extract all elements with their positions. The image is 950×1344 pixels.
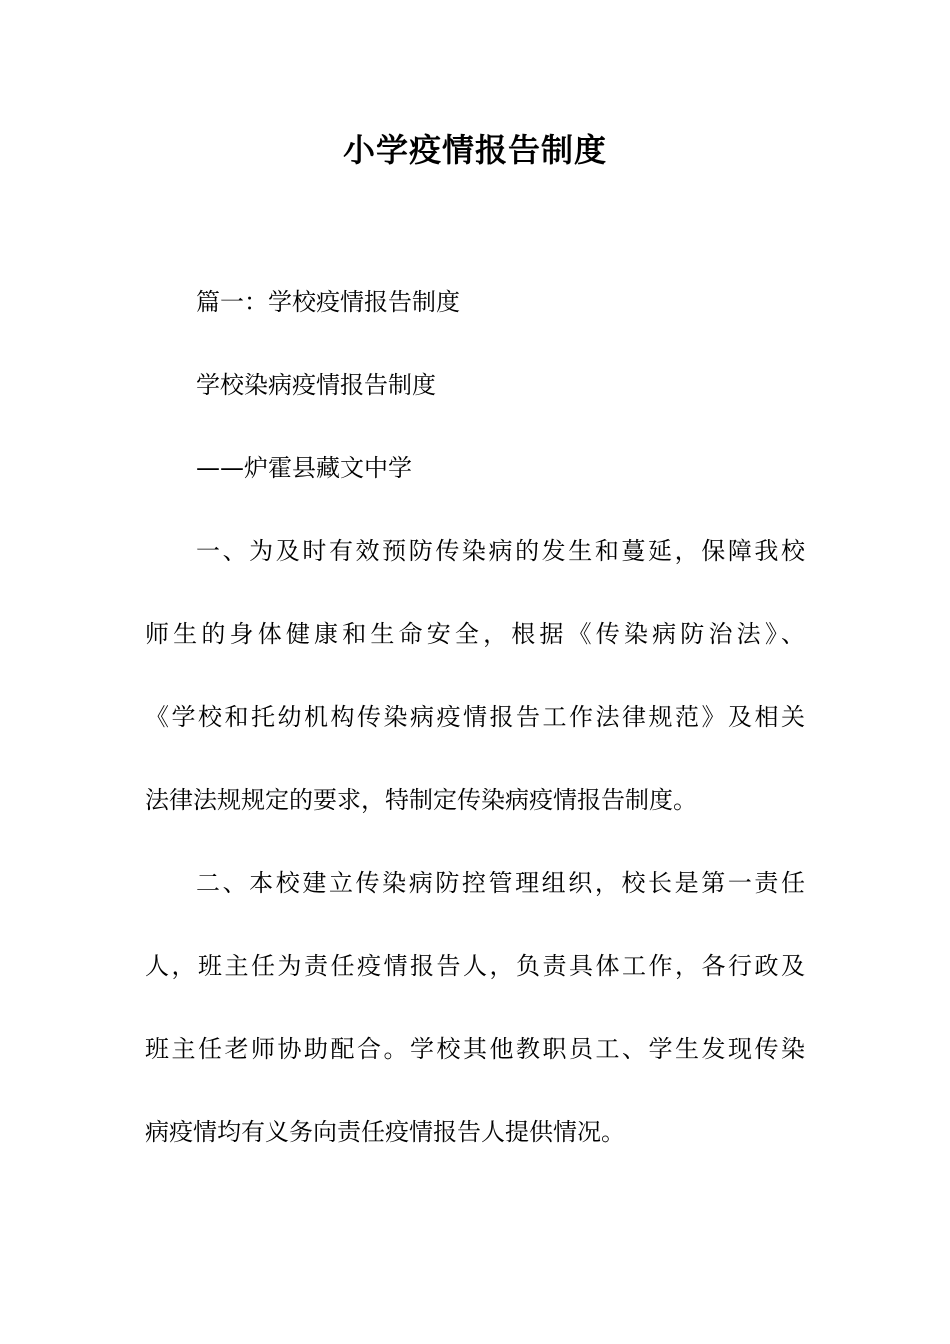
paragraph-1-line-3: 《学校和托幼机构传染病疫情报告工作法律规范》及相关 [145,703,805,731]
paragraph-2-line-2: 人，班主任为责任疫情报告人，负责具体工作，各行政及 [145,952,805,980]
paragraph-2-line-1: 二、本校建立传染病防控管理组织，校长是第一责任 [196,869,805,897]
paragraph-1-line-4: 法律法规规定的要求，特制定传染病疫情报告制度。 [145,786,697,814]
document-title: 小学疫情报告制度 [342,131,607,169]
paragraph-2-line-4: 病疫情均有义务向责任疫情报告人提供情况。 [145,1118,625,1146]
paragraph-2-line-3: 班主任老师协助配合。学校其他教职员工、学生发现传染 [145,1035,805,1063]
author-line: ——炉霍县藏文中学 [196,454,412,482]
paragraph-1-line-1: 一、为及时有效预防传染病的发生和蔓延，保障我校 [196,537,805,565]
subtitle: 学校染病疫情报告制度 [196,371,436,399]
section-heading: 篇一：学校疫情报告制度 [196,288,460,316]
paragraph-1-line-2: 师生的身体健康和生命安全，根据《传染病防治法》、 [145,620,805,648]
